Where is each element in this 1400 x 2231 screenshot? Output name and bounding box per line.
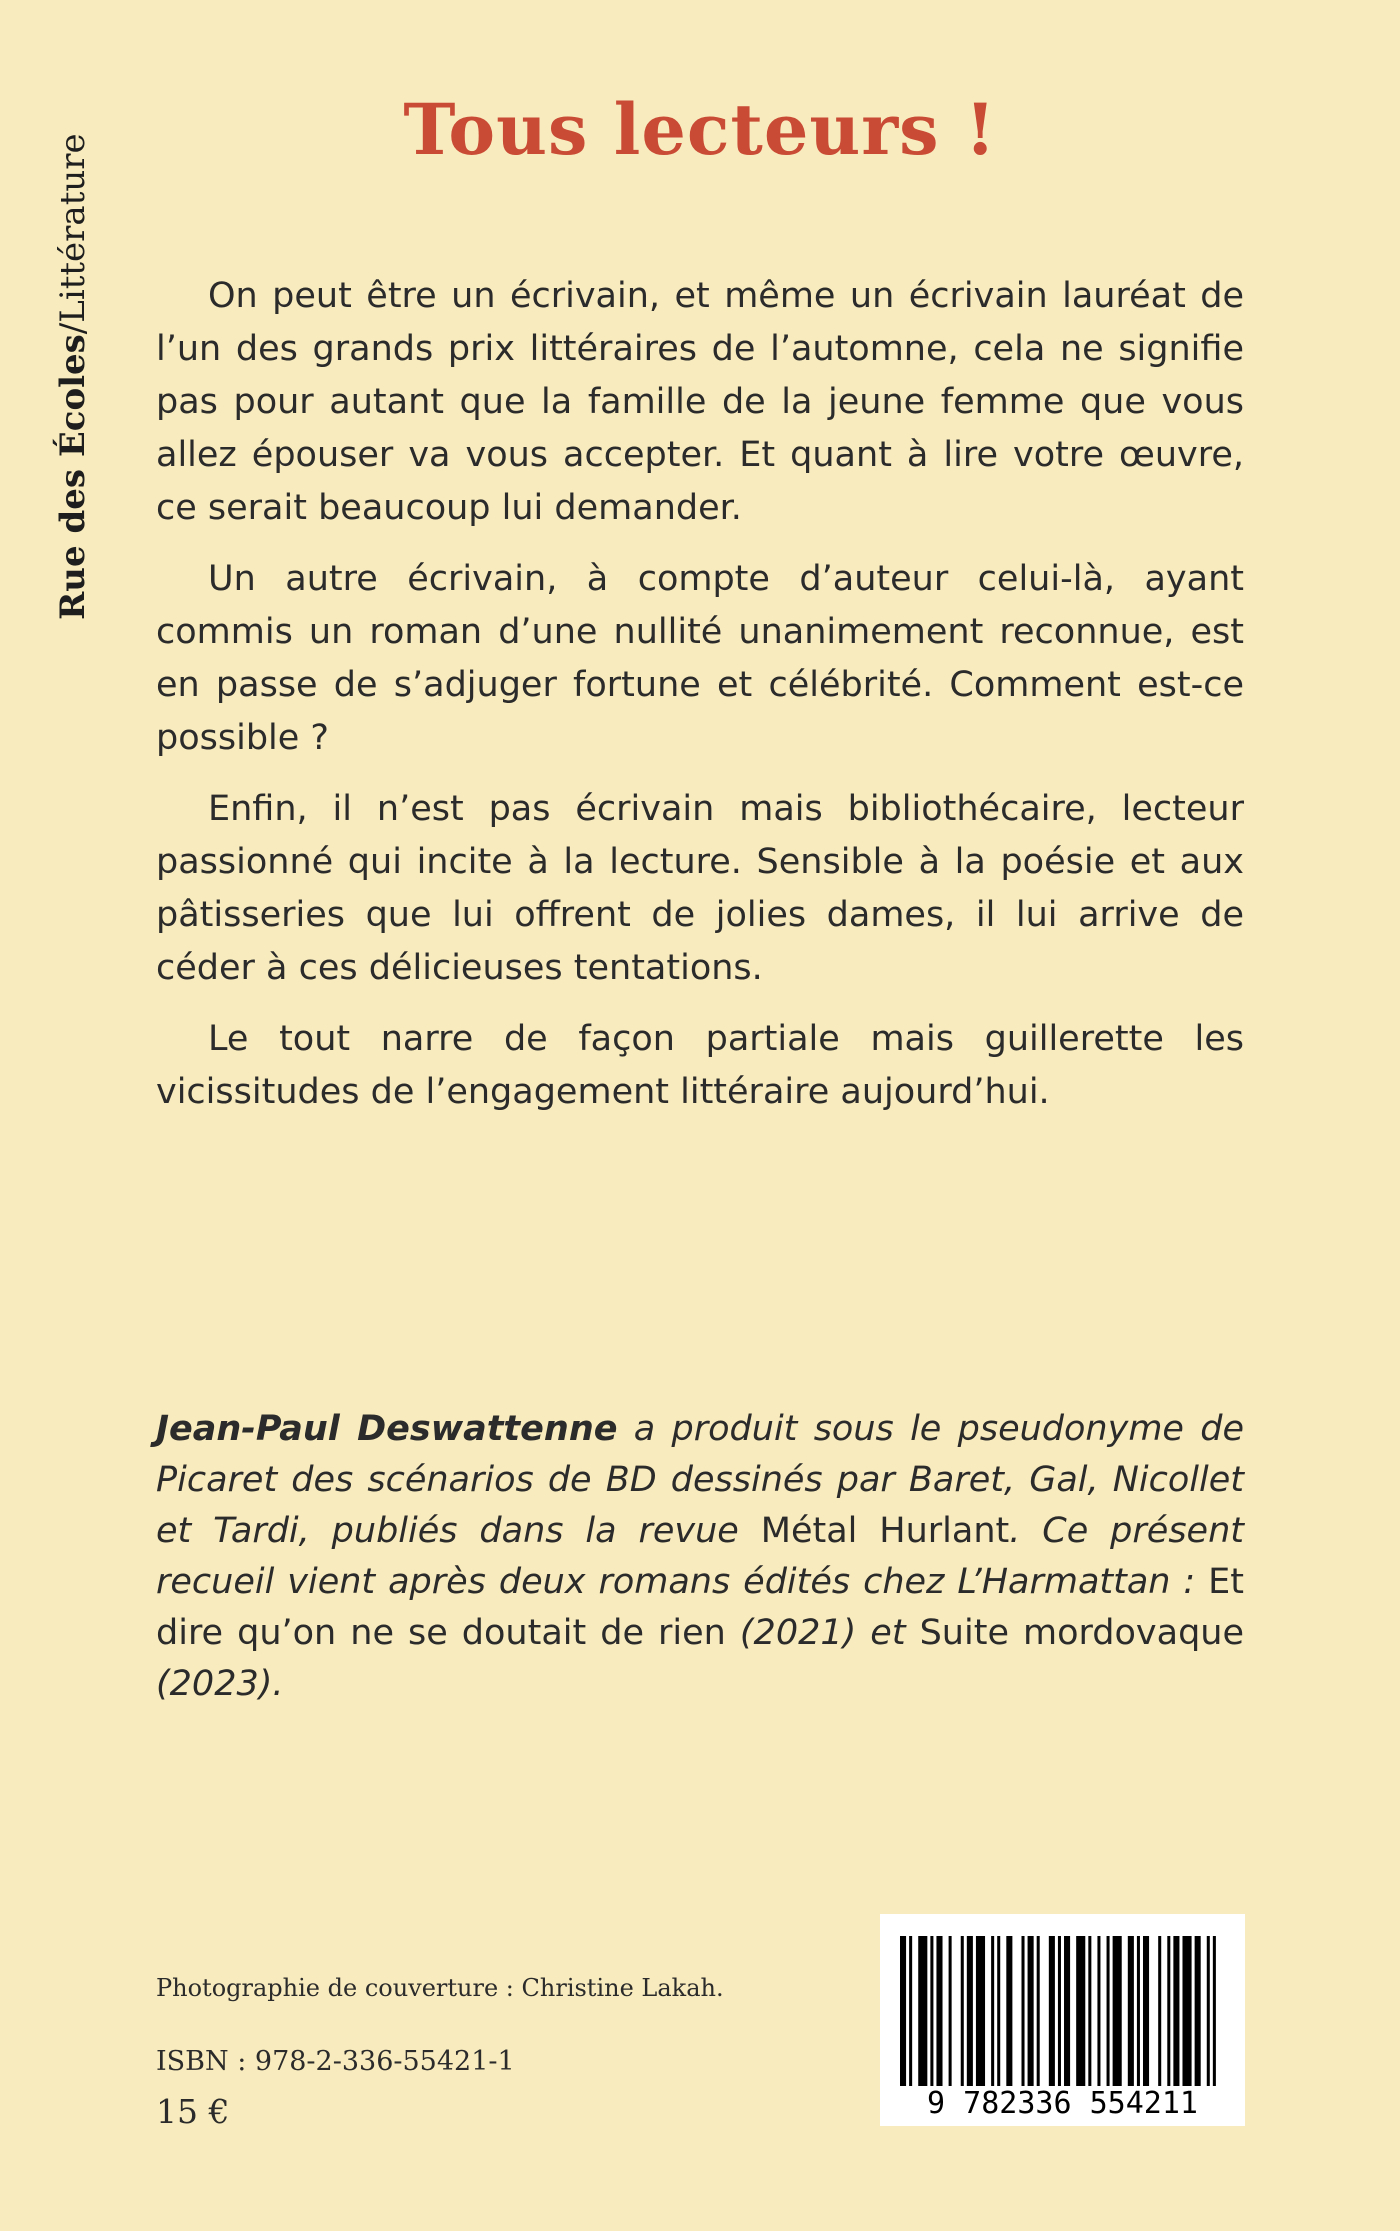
barcode-bar bbox=[1213, 1936, 1216, 2086]
photo-credit: Photographie de couverture : Christine Lakah. bbox=[156, 1974, 724, 2002]
barcode-bar bbox=[1037, 1936, 1040, 2086]
isbn: ISBN : 978-2-336-55421-1 bbox=[156, 2046, 515, 2077]
barcode-bar bbox=[930, 1936, 933, 2086]
barcode-bar bbox=[1182, 1936, 1191, 2086]
category-name: Littérature bbox=[53, 133, 93, 323]
barcode bbox=[880, 1914, 1245, 2126]
barcode-bar bbox=[1021, 1936, 1024, 2086]
barcode-bar bbox=[1207, 1936, 1210, 2086]
barcode-bar bbox=[1006, 1936, 1012, 2086]
barcode-bar bbox=[936, 1936, 942, 2086]
blurb-paragraph: Enfin, il n’est pas écrivain mais bibliothécaire, lecteur passionné qui incite à la lecture. Sensible à la poésie et aux pâtisseries que lui offrent de jolies dames, il lui arrive de céder à ces délicieuses tentations. bbox=[156, 789, 1244, 988]
barcode-bar bbox=[1143, 1936, 1149, 2086]
barcode-bar bbox=[1028, 1936, 1034, 2086]
bio-text: a produit sous le pseudonyme de Picaret des scénarios de BD dessinés par Baret, Gal, Nicollet et Tardi, publiés dans la revue bbox=[156, 1409, 1244, 1551]
barcode-bar bbox=[1107, 1936, 1110, 2086]
price: 15 € bbox=[156, 2092, 230, 2131]
author-bio bbox=[156, 1404, 1244, 1710]
barcode-bar bbox=[997, 1936, 1000, 2086]
barcode-bar bbox=[967, 1936, 973, 2086]
barcode-bar bbox=[1158, 1936, 1161, 2086]
barcode-bar bbox=[1113, 1936, 1122, 2086]
barcode-bar bbox=[1195, 1936, 1201, 2086]
barcode-bar bbox=[1137, 1936, 1140, 2086]
bio-year: (2021) et bbox=[725, 1613, 920, 1653]
magazine-title: Métal Hurlant bbox=[760, 1511, 1010, 1551]
barcode-bars bbox=[900, 1936, 1225, 2086]
bio-year: (2023). bbox=[156, 1664, 284, 1704]
book-title-2: Suite mordovaque bbox=[919, 1613, 1245, 1653]
barcode-digits: 9 782336 554211 bbox=[927, 2086, 1198, 2121]
blurb-paragraph: Un autre écrivain, à compte d’auteur celui-là, ayant commis un roman d’une nullité unanimement reconnue, est en passe de s’adjuger fortune et célébrité. Comment est-ce possible ? bbox=[156, 559, 1244, 758]
barcode-bar bbox=[1128, 1936, 1134, 2086]
barcode-bar bbox=[909, 1936, 912, 2086]
barcode-bar bbox=[961, 1936, 964, 2086]
barcode-bar bbox=[1049, 1936, 1055, 2086]
barcode-bar bbox=[976, 1936, 985, 2086]
barcode-bar bbox=[1173, 1936, 1179, 2086]
barcode-bar bbox=[1167, 1936, 1170, 2086]
barcode-bar bbox=[1076, 1936, 1085, 2086]
spine-separator: / bbox=[53, 322, 93, 335]
barcode-bar bbox=[1088, 1936, 1091, 2086]
barcode-bar bbox=[1064, 1936, 1070, 2086]
bio-text: . Ce présent recueil vient après deux romans édités chez L’Harmattan : bbox=[156, 1511, 1244, 1602]
collection-name: Rue des Écoles bbox=[53, 334, 93, 620]
blurb bbox=[156, 270, 1244, 1137]
barcode-bar bbox=[918, 1936, 927, 2086]
barcode-bar bbox=[1058, 1936, 1061, 2086]
spine-label bbox=[48, 100, 98, 620]
book-title: Tous lecteurs ! bbox=[403, 88, 997, 171]
author-name: Jean-Paul Deswattenne bbox=[156, 1409, 618, 1449]
barcode-bar bbox=[900, 1936, 906, 2086]
blurb-paragraph: On peut être un écrivain, et même un écrivain lauréat de l’un des grands prix littéraires de l’automne, cela ne signifie pas pour autant que la famille de la jeune femme que vous allez épouser va vous accepter. Et quant à lire votre œuvre, ce serait beaucoup lui demander. bbox=[156, 276, 1244, 528]
book-title-1: Et dire qu’on ne se doutait de rien bbox=[156, 1562, 1244, 1653]
barcode-bar bbox=[991, 1936, 994, 2086]
barcode-bar bbox=[949, 1936, 952, 2086]
blurb-paragraph: Le tout narre de façon partiale mais guillerette les vicissitudes de l’engagement littéraire aujourd’hui. bbox=[156, 1019, 1244, 1112]
barcode-bar bbox=[1097, 1936, 1100, 2086]
